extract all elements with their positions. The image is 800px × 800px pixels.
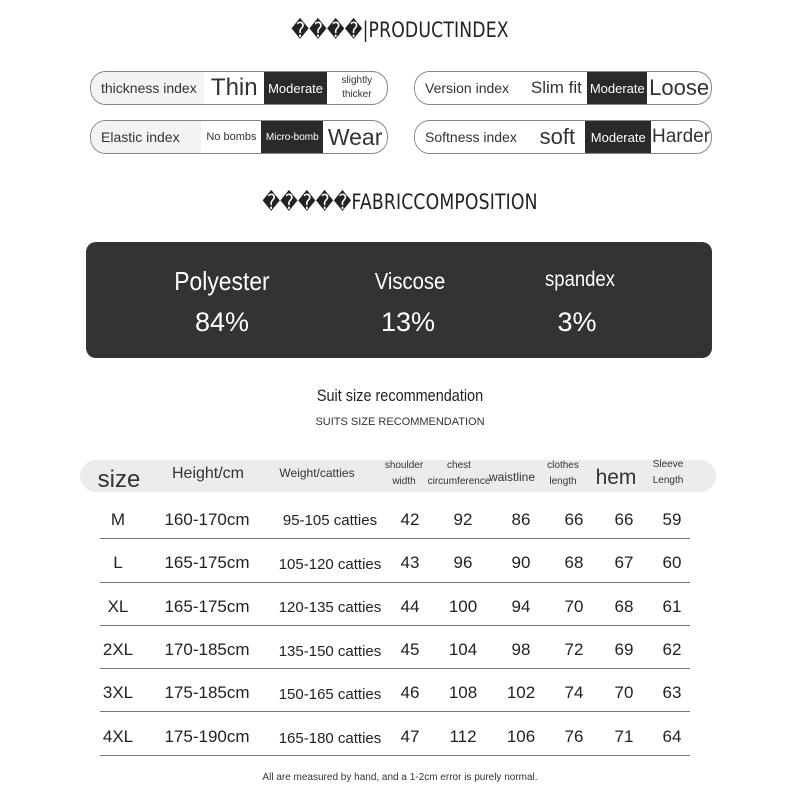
softness-index-pill bbox=[414, 120, 712, 154]
cell-size: 2XL bbox=[102, 640, 134, 659]
fabric-composition-panel bbox=[86, 242, 712, 358]
thickness-index-pill bbox=[90, 71, 388, 105]
cell-waist: 98 bbox=[511, 640, 531, 659]
cell-weight: 105-120 catties bbox=[278, 556, 382, 573]
header-size: size bbox=[97, 466, 141, 493]
softness-index-label: Softness index bbox=[415, 121, 529, 153]
cell-sleeve: 63 bbox=[662, 683, 682, 702]
cell-waist: 86 bbox=[511, 510, 531, 529]
cell-length: 74 bbox=[564, 683, 584, 702]
header-length-1: clothes bbox=[547, 460, 579, 471]
cell-height: 175-185cm bbox=[164, 683, 250, 702]
header-height: Height/cm bbox=[171, 465, 245, 482]
version-option-slim-fit: Slim fit bbox=[530, 78, 582, 97]
header-sleeve-2: Length bbox=[652, 475, 684, 486]
cell-hem: 67 bbox=[614, 553, 634, 572]
row-divider bbox=[100, 711, 690, 712]
cell-waist: 94 bbox=[511, 597, 531, 616]
version-index-pill bbox=[414, 71, 712, 105]
cell-weight: 120-135 catties bbox=[278, 599, 382, 616]
version-index-label: Version index bbox=[415, 72, 525, 104]
cell-length: 66 bbox=[564, 510, 584, 529]
fabric-percent-viscose: 13% bbox=[380, 307, 436, 337]
cell-shoulder: 47 bbox=[400, 727, 420, 746]
elastic-option-micro-bomb: Micro-bomb bbox=[261, 121, 323, 153]
header-sleeve-1: Sleeve bbox=[652, 459, 684, 470]
cell-height: 170-185cm bbox=[164, 640, 250, 659]
fabric-composition-title bbox=[72, 190, 728, 214]
row-divider bbox=[100, 668, 690, 669]
fabric-title-prefix: ����� bbox=[262, 190, 352, 214]
cell-sleeve: 59 bbox=[662, 510, 682, 529]
fabric-percent-polyester: 84% bbox=[194, 307, 250, 337]
header-hem: hem bbox=[595, 466, 637, 489]
cell-waist: 90 bbox=[511, 553, 531, 572]
cell-hem: 71 bbox=[614, 727, 634, 746]
cell-hem: 66 bbox=[614, 510, 634, 529]
cell-length: 76 bbox=[564, 727, 584, 746]
cell-height: 165-175cm bbox=[164, 553, 250, 572]
thickness-option-thin: Thin bbox=[210, 74, 258, 101]
cell-sleeve: 61 bbox=[662, 597, 682, 616]
cell-weight: 135-150 catties bbox=[278, 643, 382, 660]
cell-weight: 150-165 catties bbox=[278, 686, 382, 703]
cell-length: 72 bbox=[564, 640, 584, 659]
row-divider bbox=[100, 582, 690, 583]
row-divider bbox=[100, 538, 690, 539]
row-divider bbox=[100, 755, 690, 756]
softness-option-harder: Harder bbox=[652, 126, 711, 147]
cell-hem: 70 bbox=[614, 683, 634, 702]
cell-waist: 102 bbox=[506, 683, 536, 702]
size-footnote: All are measured by hand, and a 1-2cm error is purely normal. bbox=[262, 772, 538, 783]
cell-shoulder: 46 bbox=[400, 683, 420, 702]
fabric-name-spandex: spandex bbox=[545, 268, 615, 291]
cell-hem: 68 bbox=[614, 597, 634, 616]
cell-shoulder: 45 bbox=[400, 640, 420, 659]
header-shoulder-2: width bbox=[392, 476, 416, 487]
cell-height: 175-190cm bbox=[164, 727, 250, 746]
header-length-2: length bbox=[549, 476, 577, 487]
cell-sleeve: 60 bbox=[662, 553, 682, 572]
cell-hem: 69 bbox=[614, 640, 634, 659]
fabric-title-main: FABRICCOMPOSITION bbox=[351, 190, 538, 214]
cell-shoulder: 42 bbox=[400, 510, 420, 529]
cell-shoulder: 44 bbox=[400, 597, 420, 616]
row-divider bbox=[100, 625, 690, 626]
cell-size: M bbox=[110, 510, 126, 529]
size-section-subtitle: SUITS SIZE RECOMMENDATION bbox=[315, 416, 485, 428]
softness-option-moderate: Moderate bbox=[585, 121, 651, 153]
elastic-index-pill bbox=[90, 120, 388, 154]
elastic-option-wear: Wear bbox=[327, 123, 383, 150]
cell-height: 160-170cm bbox=[164, 510, 250, 529]
thickness-index-label: thickness index bbox=[91, 72, 204, 104]
version-option-moderate: Moderate bbox=[587, 72, 647, 104]
size-section-title: Suit size recommendation bbox=[316, 386, 484, 405]
cell-waist: 106 bbox=[506, 727, 536, 746]
cell-shoulder: 43 bbox=[400, 553, 420, 572]
cell-size: 4XL bbox=[102, 727, 134, 746]
cell-sleeve: 62 bbox=[662, 640, 682, 659]
cell-chest: 108 bbox=[448, 683, 478, 702]
cell-sleeve: 64 bbox=[662, 727, 682, 746]
cell-chest: 100 bbox=[448, 597, 478, 616]
cell-weight: 165-180 catties bbox=[278, 730, 382, 747]
cell-chest: 112 bbox=[449, 727, 477, 746]
cell-size: XL bbox=[107, 597, 129, 616]
header-chest-1: chest bbox=[447, 460, 471, 471]
product-index-title-main: |PRODUCTINDEX bbox=[362, 18, 509, 42]
cell-height: 165-175cm bbox=[164, 597, 250, 616]
elastic-option-no-bombs: No bombs bbox=[206, 131, 257, 143]
cell-size: L bbox=[113, 553, 123, 572]
fabric-percent-spandex: 3% bbox=[557, 307, 597, 337]
fabric-name-viscose: Viscose bbox=[374, 268, 446, 294]
product-index-title-prefix: ���� bbox=[291, 18, 363, 42]
cell-weight: 95-105 catties bbox=[282, 512, 378, 529]
cell-size: 3XL bbox=[102, 683, 134, 702]
cell-length: 70 bbox=[564, 597, 584, 616]
header-chest-2: circumference bbox=[427, 476, 491, 487]
elastic-index-label: Elastic index bbox=[91, 121, 201, 153]
cell-chest: 92 bbox=[453, 510, 473, 529]
header-waistline: waistline bbox=[488, 470, 536, 484]
product-index-title bbox=[72, 18, 728, 42]
header-shoulder-1: shoulder bbox=[384, 460, 424, 471]
header-weight: Weight/catties bbox=[279, 466, 355, 480]
thickness-option-slightly-thicker: slightly thicker bbox=[341, 75, 373, 100]
softness-option-soft: soft bbox=[539, 124, 576, 149]
cell-chest: 96 bbox=[453, 553, 473, 572]
version-option-loose: Loose bbox=[649, 75, 710, 100]
fabric-name-polyester: Polyester bbox=[174, 266, 270, 296]
cell-chest: 104 bbox=[448, 640, 478, 659]
cell-length: 68 bbox=[564, 553, 584, 572]
thickness-option-moderate: Moderate bbox=[264, 72, 326, 104]
